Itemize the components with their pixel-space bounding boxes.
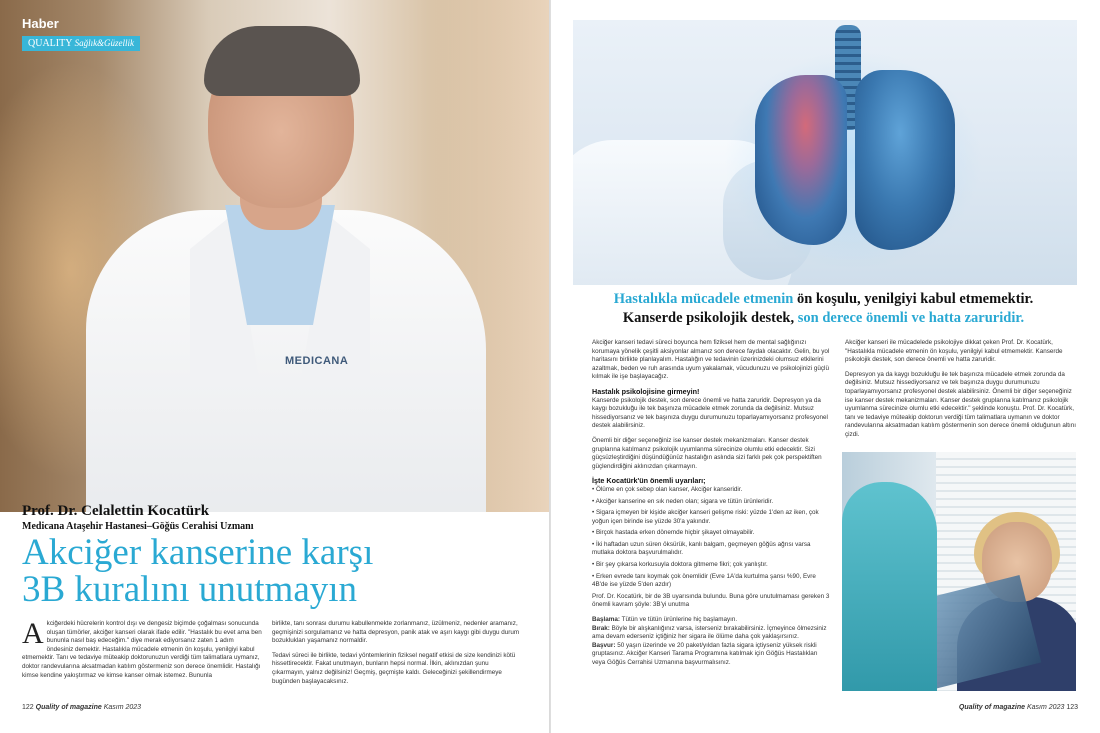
left-col1-text: kciğerdeki hücrelerin kontrol dışı ve dengesiz biçimde çoğalması sonucunda oluşan tümörler, akciğer kanseri olarak ifade edilir. "Hastalık bu evet ama ben bununla nasıl baş edeceğim." diye merak ediyorsanız zaten 1 adım öndesiniz demektir. Hastalıkla mücadele etmenin ön koşulu, yenilgiyi kabul etmemektir. Tanı ve tedaviye müteakip doktorunuzun verdiği tüm talimatlara uymanız, doktor randevularına aksatmadan katılım göstermeniz son derece önemlidir. Hastalığı kimse kendine yakıştırmaz ve kimse kanser olmak istemez. Bununla [22, 620, 262, 679]
subhead-warnings: İşte Kocatürk'ün önemli uyarıları; [592, 476, 706, 486]
coat-logo: MEDICANA [285, 355, 349, 367]
spread-gutter [549, 0, 551, 733]
section-label: Haber [22, 16, 59, 31]
left-col2-p2: Tedavi süreci ile birlikte, tedavi yöntemlerinin fiziksel negatif etkisi de size kendinizi kötü hissettirecektir. Fakat unutmayın, bunların hepsi normal. İlkin, aklınızdan şunu çıkarmayın, yalnız değilsiniz! Geçmiş, geçmişte kaldı. Geleceğinizi şekillendirmeye bugünden başlayacaksınız. [272, 651, 516, 685]
left-col2-p1: birlikte, tanı sonrası durumu kabullenmekte zorlanmanız, üzülmeniz, nedenler aramanız, geçmişinizi sorgulamanız ve hatta depresyon, panik atak ve aşırı kaygı gibi duygu durum bozuklukları yaşamanız normaldir. [272, 620, 520, 645]
warning-bullet: • Akciğer kanserine en sık neden olan; sigara ve tütün ürünleridir. [592, 497, 774, 505]
pull-quote-highlight-2: son derece önemli ve hatta zaruridir. [794, 310, 1025, 326]
subhead-psychology: Hastalık psikolojisine girmeyin! [592, 386, 700, 396]
pull-quote-line2 [566, 309, 1081, 327]
right-column-1 [592, 339, 832, 668]
warning-bullet: • Sigara içmeyen bir kişide akciğer kanseri gelişme riski: yüzde 1'den az iken, çok yoğun içen birinde ise yüzde 30'a yakındır. [592, 509, 819, 525]
folio-right [959, 704, 1078, 711]
right-col2-p2: Depresyon ya da kaygı bozukluğu ile tek başınıza mücadele etmek zorunda da değilsiniz. Mutsuz hissediyorsanız ve tek başınıza duygu durumunuzu toparlayamıyorsanız profesyonel destek alabilirsiniz. Önemli bir diğer seçeneğiniz ise kanser destek mekanizmaları. Kanser destek gruplarına katılmanız psikolojik uyumlanma sürecinize olumlu etki edecektir." şeklinde konuştu. Prof. Dr. Kocatürk, tanı ve tedaviye müteakip doktorun verdiği tüm talimatlara uymanın ve doktor randevularına aksatmadan katılım göstermenin son derece önemli olduğunun altını çizdi. [845, 370, 1077, 438]
left-column-1 [22, 617, 262, 680]
patient-xray-photo [842, 452, 1076, 691]
pull-quote-line1 [566, 290, 1081, 308]
right-col1-p3: Önemli bir diğer seçeneğiniz ise kanser destek mekanizmaları. Kanser destek gruplarına katılmanız psikolojik uyumlanma sürecinize olumlu etki edecektir. Sizi güçsüzleştirdiğini düşündüğünüz hastalığın aslında sizi farklı pek çok perspektiften güçlendirdiğini aklınızdan çıkarmayın. [592, 436, 822, 470]
page-number-left: 122 [22, 704, 34, 711]
right-col1-p4: Prof. Dr. Kocatürk, bir de 3B uyarısında bulundu. Buna göre unutulmaması gereken 3 önemli kavram şöyle: 3B'yi unutma [592, 592, 830, 609]
folio-left [22, 704, 141, 711]
rule-birak: Bırak: Böyle bir alışkanlığınız varsa, isterseniz bırakabilirsiniz. İçmeyince ölmezsiniz ama devam ederseniz içtiğiniz her sigara ile ölüme daha çok yaklaşırsınız. [592, 624, 827, 641]
warning-bullet: • Ölüme en çok sebep olan kanser, Akciğer kanseridir. [592, 485, 743, 493]
quality-tag [22, 36, 140, 51]
right-col1-intro: Akciğer kanseri tedavi süreci boyunca hem fiziksel hem de mental sağlığınızı korumaya yönelik çeşitli aksiyonlar almanız son derece faydalı olacaktır. Gelin, bu yol haritasını birlikte planlayalım. Hastalığın ve tedavinin üzerinizdeki olumsuz etkilerini azaltmak, beden ve ruh arasında uyum yakalamak, vücudunuzu ve psikolojinizi güçlü kılmak ile işe başlayacağız. [592, 339, 830, 381]
author-name: Prof. Dr. Celalettin Kocatürk [22, 503, 210, 519]
magazine-name-left: Quality of magazine [35, 704, 102, 711]
right-column-2 [845, 339, 1077, 446]
dropcap: A [22, 617, 44, 650]
pull-quote-start-2: Kanserde psikolojik destek, [622, 310, 795, 326]
issue-date-left: Kasım 2023 [103, 704, 142, 711]
quality-sub: Sağlık&Güzellik [74, 38, 135, 48]
author-affiliation: Medicana Ataşehir Hastanesi–Göğüs Cerahisi Uzmanı [22, 521, 254, 532]
right-col1-p2: Kanserde psikolojik destek, son derece önemli ve hatta zaruridir. Depresyon ya da kaygı bozukluğu ile tek başınıza mücadele etmek zorunda da değilsiniz. Mutsuz hissediyorsanız ve tek başınıza duygu durumunuzu toparlayamıyorsanız profesyonel destek alabilirsiniz. [592, 396, 828, 430]
warning-bullet: • Erken evrede tanı koymak çok önemlidir (Evre 1A'da kurtulma şansı %90, Evre 4B'de ise yüzde 5'den azdır) [592, 572, 816, 589]
rule-basvur: Başvur: 50 yaşın üzerinde ve 20 paket/yıldan fazla sigara içtiyseniz yüksek riskli gruptasınız. Akciğer Kanseri Tarama Programına katılmak için Göğüs Hastalıkları veya Göğüs Cerrahisi Uzmanına başvurmalısınız. [592, 641, 818, 666]
page-number-right: 123 [1066, 704, 1078, 711]
left-column-2 [272, 620, 520, 692]
warning-bullet: • İki haftadan uzun süren öksürük, kanlı balgam, geçmeyen göğüs ağrısı varsa mutlaka doktora başvurulmalıdır. [592, 540, 811, 557]
headline-line2: 3B kuralını unutmayın [22, 569, 358, 610]
headline-line1: Akciğer kanserine karşı [22, 532, 374, 573]
lungs-illustration-photo [573, 20, 1077, 285]
doctor-portrait-photo [0, 0, 549, 512]
warning-bullet: • Birçok hastada erken dönemde hiçbir şikayet olmayabilir. [592, 529, 755, 537]
pull-quote-rest-1: ön koşulu, yenilgiyi kabul etmemektir. [793, 291, 1034, 307]
right-col2-p1: Akciğer kanseri ile mücadelede psikolojiye dikkat çeken Prof. Dr. Kocatürk, "Hastalıkla mücadele etmenin ön koşulu, yenilgiyi kabul etmemektir. Kanserde psikolojik destek, son derece önemli ve hatta zaruridir. [845, 339, 1063, 364]
issue-date-right: Kasım 2023 [1027, 704, 1065, 711]
quality-label: QUALITY [28, 38, 73, 49]
warning-bullet: • Bir şey çıkarsa korkusuyla doktora gitmeme fikri; çok yanlıştır. [592, 561, 768, 569]
rule-baslama: Başlama: Tütün ve tütün ürünlerine hiç başlamayın. [592, 616, 738, 624]
magazine-name-right: Quality of magazine [958, 704, 1026, 711]
pull-quote-highlight-1: Hastalıkla mücadele etmenin [613, 291, 794, 307]
